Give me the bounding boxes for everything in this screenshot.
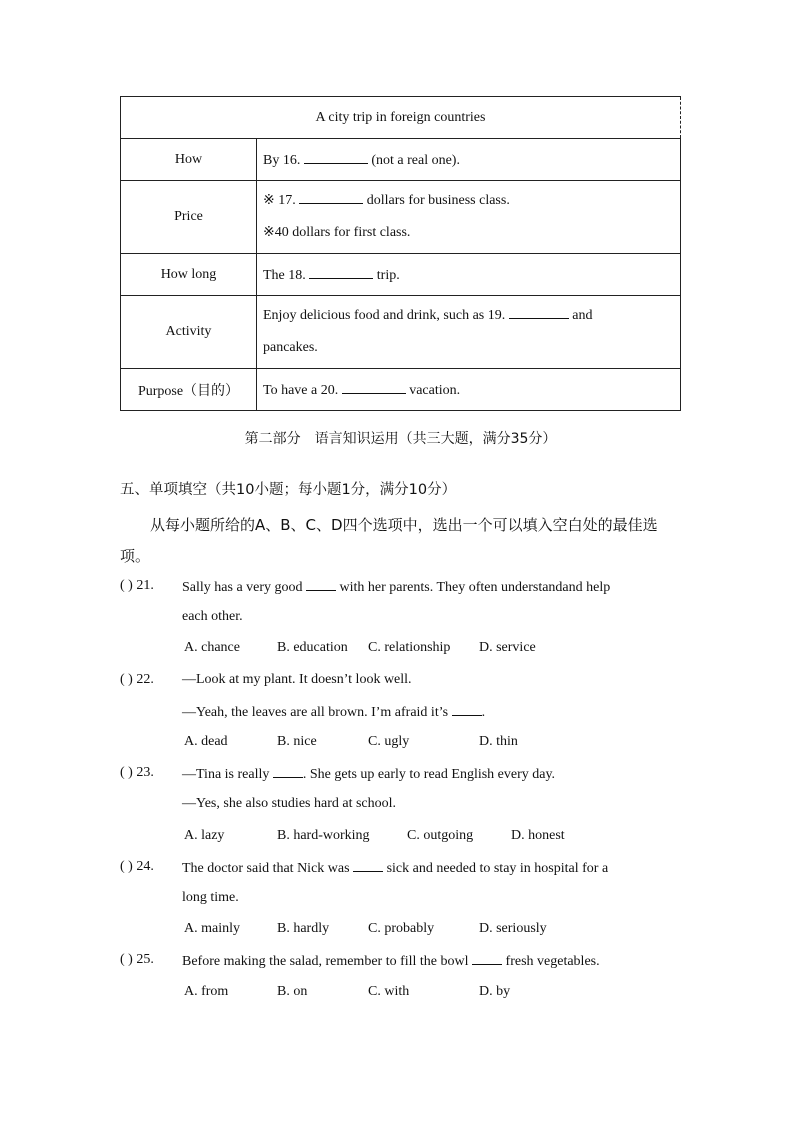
question-text-cont: —Yes, she also studies hard at school. bbox=[182, 796, 397, 811]
answer-blank[interactable] bbox=[452, 703, 482, 716]
answer-blank-19[interactable] bbox=[509, 306, 569, 319]
answer-blank-17[interactable] bbox=[299, 191, 363, 204]
option-c[interactable]: C. outgoing bbox=[407, 828, 474, 843]
table-row bbox=[121, 139, 681, 181]
answer-blank-16[interactable] bbox=[304, 151, 368, 164]
question-number: ( ) 24. bbox=[120, 859, 154, 874]
row-content: ※ 17. dollars for business class. ※40 dollars for first class. bbox=[257, 181, 681, 254]
question-text: —Look at my plant. It doesn’t look well. bbox=[182, 672, 412, 687]
question-text: The doctor said that Nick was sick and needed to stay in hospital for a bbox=[182, 861, 609, 876]
question-number: ( ) 21. bbox=[120, 578, 154, 593]
option-d[interactable]: D. thin bbox=[479, 734, 518, 749]
question-21 bbox=[120, 578, 690, 624]
option-a[interactable]: A. lazy bbox=[184, 828, 225, 843]
row-label: Activity bbox=[121, 296, 257, 369]
table-row bbox=[121, 254, 681, 296]
question-text: Sally has a very good with her parents. They often understandand help bbox=[182, 580, 611, 595]
answer-blank-18[interactable] bbox=[309, 266, 373, 279]
option-a[interactable]: A. chance bbox=[184, 640, 240, 655]
option-a[interactable]: A. dead bbox=[184, 734, 228, 749]
option-c[interactable]: C. with bbox=[368, 984, 410, 999]
answer-blank-20[interactable] bbox=[342, 381, 406, 394]
info-table bbox=[120, 96, 681, 411]
table-row bbox=[121, 369, 681, 411]
question-text: Before making the salad, remember to fill the bowl fresh vegetables. bbox=[182, 954, 600, 969]
part-heading: 五、单项填空（共10小题；每小题1分，满分10分） bbox=[120, 482, 457, 498]
row-label: Purpose（目的） bbox=[121, 369, 257, 411]
question-number: ( ) 25. bbox=[120, 952, 154, 967]
question-number: ( ) 23. bbox=[120, 765, 154, 780]
answer-blank[interactable] bbox=[306, 578, 336, 591]
row-content: By 16. (not a real one). bbox=[257, 139, 681, 181]
question-text-cont: long time. bbox=[182, 890, 239, 905]
option-c[interactable]: C. probably bbox=[368, 921, 435, 936]
question-number: ( ) 22. bbox=[120, 672, 154, 687]
section-heading: 第二部分 语言知识运用（共三大题，满分35分） bbox=[244, 431, 557, 447]
option-d[interactable]: D. seriously bbox=[479, 921, 547, 936]
row-label: How bbox=[121, 139, 257, 181]
row-content: To have a 20. vacation. bbox=[257, 369, 681, 411]
question-23 bbox=[120, 765, 690, 811]
option-d[interactable]: D. by bbox=[479, 984, 511, 999]
question-text-cont: —Yeah, the leaves are all brown. I’m afraid it’s . bbox=[182, 705, 486, 720]
answer-blank[interactable] bbox=[353, 859, 383, 872]
option-d[interactable]: D. honest bbox=[511, 828, 565, 843]
option-d[interactable]: D. service bbox=[479, 640, 536, 655]
option-a[interactable]: A. from bbox=[184, 984, 229, 999]
table-row bbox=[121, 181, 681, 254]
option-a[interactable]: A. mainly bbox=[184, 921, 240, 936]
row-content: The 18. trip. bbox=[257, 254, 681, 296]
row-label: Price bbox=[121, 181, 257, 254]
answer-blank[interactable] bbox=[273, 765, 303, 778]
option-b[interactable]: B. hard-working bbox=[277, 828, 370, 843]
table-row bbox=[121, 296, 681, 369]
row-label: How long bbox=[121, 254, 257, 296]
question-text-cont: each other. bbox=[182, 609, 243, 624]
table-title: A city trip in foreign countries bbox=[121, 97, 681, 139]
option-b[interactable]: B. nice bbox=[277, 734, 317, 749]
option-c[interactable]: C. relationship bbox=[368, 640, 451, 655]
question-text: —Tina is really . She gets up early to read English every day. bbox=[182, 767, 556, 782]
question-22 bbox=[120, 672, 690, 720]
option-b[interactable]: B. on bbox=[277, 984, 308, 999]
option-b[interactable]: B. education bbox=[277, 640, 348, 655]
answer-blank[interactable] bbox=[472, 952, 502, 965]
option-b[interactable]: B. hardly bbox=[277, 921, 330, 936]
question-25 bbox=[120, 952, 690, 968]
question-24 bbox=[120, 859, 690, 905]
option-c[interactable]: C. ugly bbox=[368, 734, 410, 749]
row-content: Enjoy delicious food and drink, such as 19. and pancakes. bbox=[257, 296, 681, 369]
instruction-text: 从每小题所给的A、B、C、D四个选项中，选出一个可以填入空白处的最佳选项。 bbox=[120, 516, 658, 565]
